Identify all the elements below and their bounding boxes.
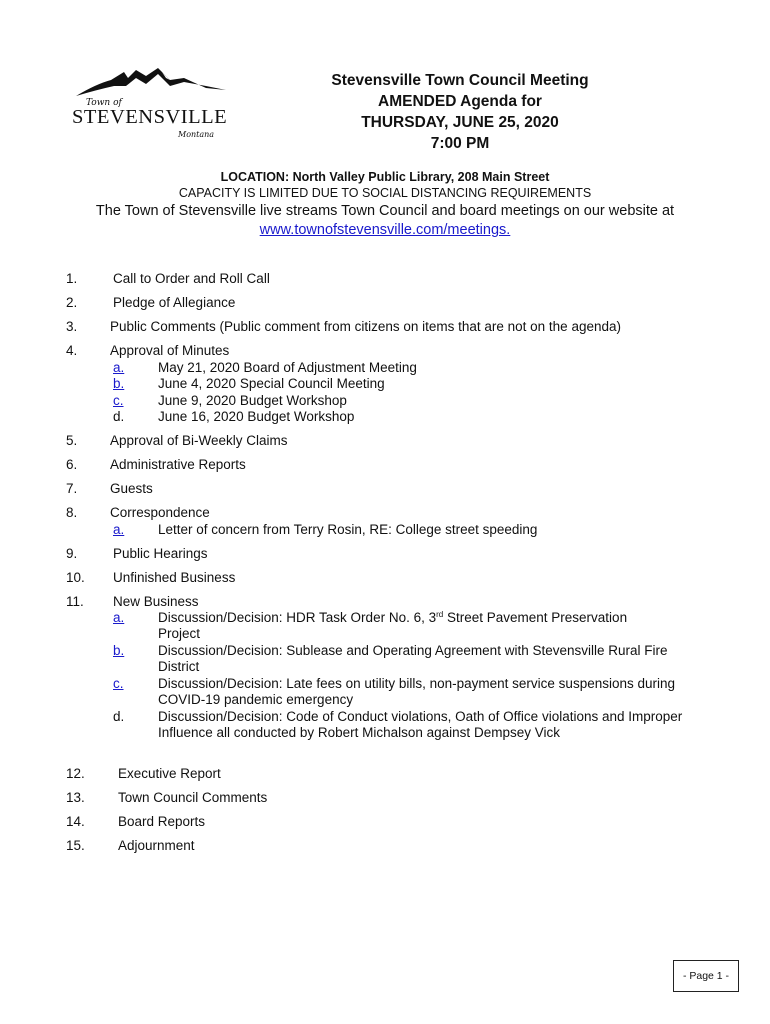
subitem-text-part: Street Pavement Preservation — [443, 610, 628, 625]
agenda-item: Public Comments (Public comment from citizens on items that are not on the agenda) — [110, 319, 621, 334]
subitem-label[interactable]: a. — [113, 610, 125, 625]
capacity-notice: CAPACITY IS LIMITED DUE TO SOCIAL DISTANCING REQUIREMENTS — [178, 186, 592, 200]
item-number: 11. — [66, 594, 84, 609]
item-number: 5. — [66, 433, 78, 448]
agenda-item: Adjournment — [118, 838, 195, 853]
item-number: 10. — [66, 570, 85, 585]
subitem-text-continued: District — [158, 659, 200, 674]
agenda-item: Approval of Minutes — [110, 343, 230, 358]
subitem-text: June 16, 2020 Budget Workshop — [158, 409, 355, 424]
meeting-title — [290, 70, 630, 154]
subitem-label: d. — [113, 709, 125, 724]
subitem-text: Discussion/Decision: Late fees on utility bills, non-payment service suspensions during — [158, 676, 676, 691]
item-number: 1. — [66, 271, 78, 286]
item-number: 6. — [66, 457, 78, 472]
subitem-text-continued: Project — [158, 626, 201, 641]
item-number: 4. — [66, 343, 78, 358]
agenda-item: Pledge of Allegiance — [113, 295, 236, 310]
logo-town-name: STEVENSVILLE — [72, 106, 228, 128]
title-line-3: THURSDAY, JUNE 25, 2020 — [361, 114, 559, 131]
title-line-4: 7:00 PM — [430, 135, 490, 152]
title-line-2: AMENDED Agenda for — [378, 93, 542, 110]
subitem-text-part: Discussion/Decision: HDR Task Order No. 6, 3 — [158, 610, 437, 625]
agenda-item: Guests — [110, 481, 153, 496]
subitem-text-continued: Influence all conducted by Robert Michalson against Dempsey Vick — [158, 725, 560, 740]
item-number: 7. — [66, 481, 78, 496]
subitem-label[interactable]: c. — [113, 393, 124, 408]
page-number-box: - Page 1 - — [673, 960, 739, 992]
subitem-text: Letter of concern from Terry Rosin, RE: College street speeding — [158, 522, 538, 537]
logo-signature: Montana — [178, 130, 215, 139]
subitem-label[interactable]: a. — [113, 522, 125, 537]
town-logo — [66, 62, 236, 144]
agenda-item: Board Reports — [118, 814, 206, 829]
ordinal-suffix: rd — [436, 610, 444, 619]
subitem-label[interactable]: c. — [113, 676, 124, 691]
item-number: 2. — [66, 295, 78, 310]
logo-town-of: Town of — [86, 98, 122, 108]
subitem-text: June 9, 2020 Budget Workshop — [158, 393, 347, 408]
agenda-item: Administrative Reports — [110, 457, 246, 472]
livestream-notice: The Town of Stevensville live streams Town Council and board meetings on our website at — [95, 203, 675, 219]
item-number: 3. — [66, 319, 78, 334]
subitem-text-continued: COVID-19 pandemic emergency — [158, 692, 354, 707]
title-line-1: Stevensville Town Council Meeting — [331, 72, 589, 89]
website-link[interactable]: www.townofstevensville.com/meetings. — [259, 222, 511, 238]
mountains-icon — [66, 62, 236, 102]
location-line: LOCATION: North Valley Public Library, 208 Main Street — [220, 170, 550, 184]
agenda-item: Correspondence — [110, 505, 210, 520]
item-number: 14. — [66, 814, 85, 829]
subitem-text: Discussion/Decision: Sublease and Operating Agreement with Stevensville Rural Fire — [158, 643, 668, 658]
item-number: 15. — [66, 838, 85, 853]
agenda-item: New Business — [113, 594, 199, 609]
agenda-item: Call to Order and Roll Call — [113, 271, 270, 286]
subitem-label: d. — [113, 409, 125, 424]
agenda-item: Town Council Comments — [118, 790, 268, 805]
subitem-text: May 21, 2020 Board of Adjustment Meeting — [158, 360, 417, 375]
subitem-text: Discussion/Decision: Code of Conduct violations, Oath of Office violations and Improper — [158, 709, 683, 724]
agenda-item: Public Hearings — [113, 546, 208, 561]
subitem-label[interactable]: a. — [113, 360, 125, 375]
item-number: 8. — [66, 505, 78, 520]
subitem-text — [158, 610, 627, 625]
item-number: 9. — [66, 546, 78, 561]
item-number: 13. — [66, 790, 85, 805]
subitem-label[interactable]: b. — [113, 376, 125, 391]
agenda-item: Executive Report — [118, 766, 221, 781]
agenda-item: Unfinished Business — [113, 570, 236, 585]
subitem-text: June 4, 2020 Special Council Meeting — [158, 376, 385, 391]
agenda-item: Approval of Bi-Weekly Claims — [110, 433, 288, 448]
item-number: 12. — [66, 766, 85, 781]
subitem-label[interactable]: b. — [113, 643, 125, 658]
